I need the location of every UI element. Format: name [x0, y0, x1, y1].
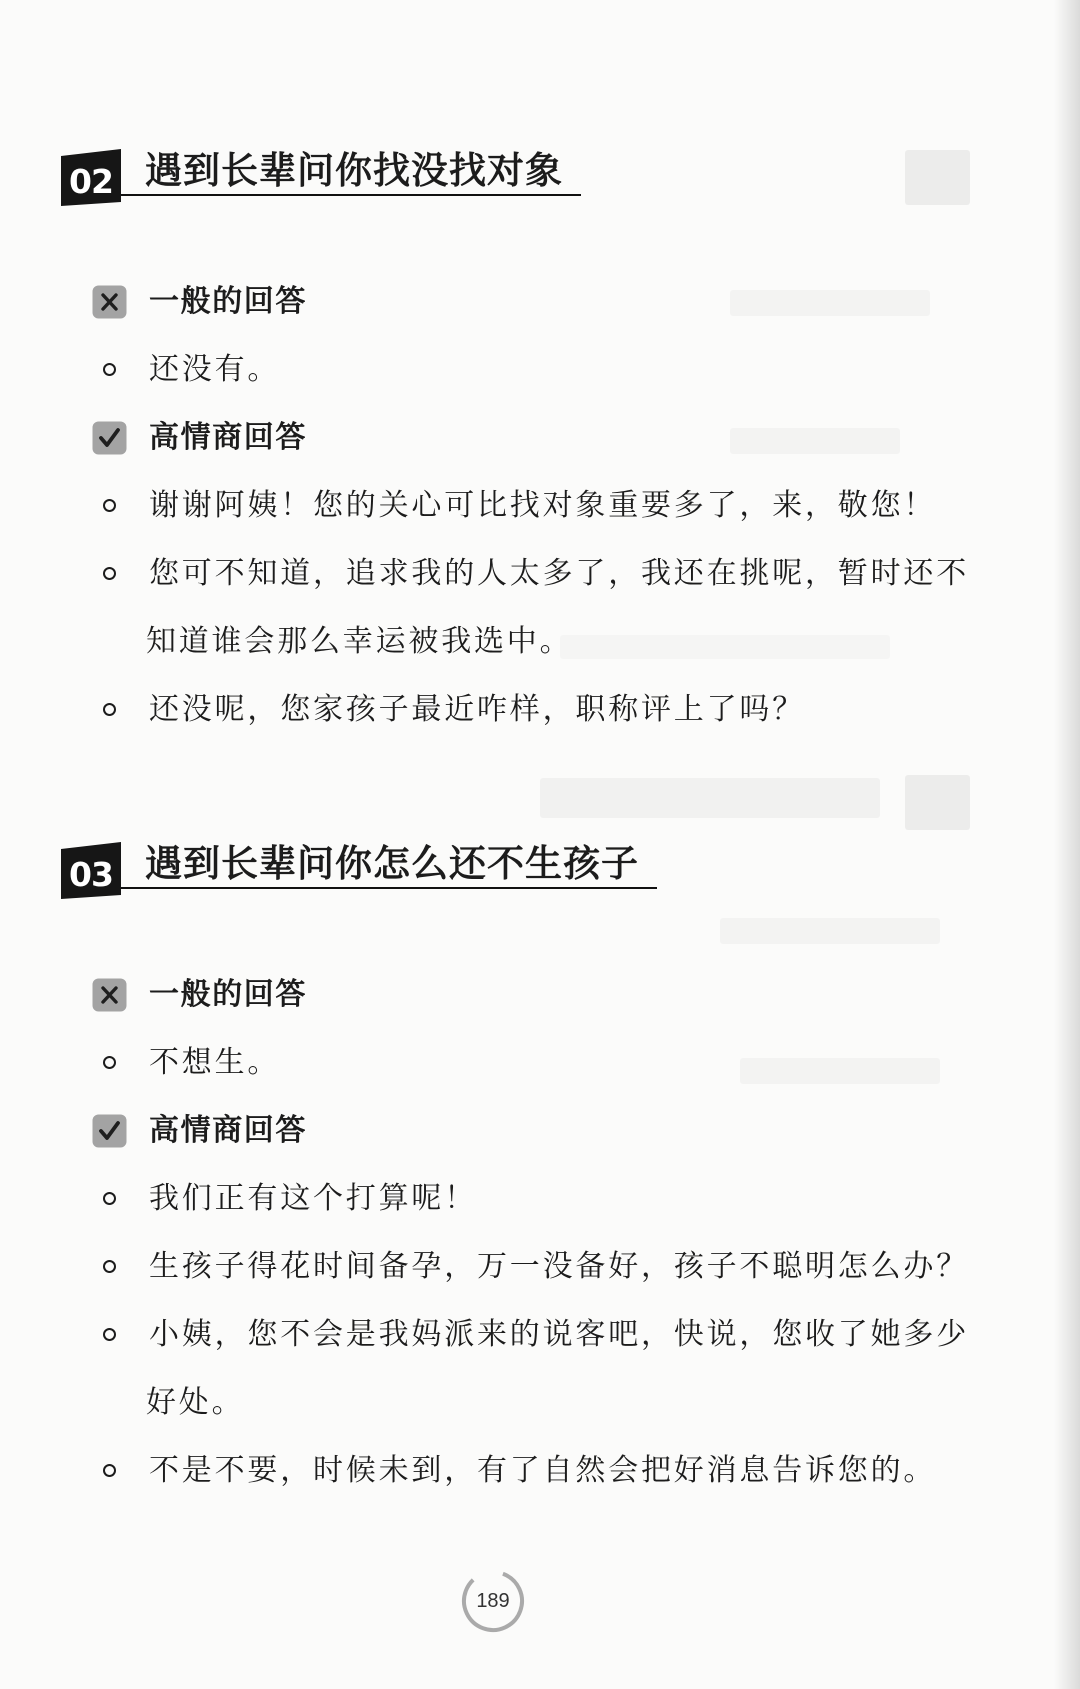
section-header	[0, 842, 1080, 899]
section-03	[0, 842, 1080, 1505]
section-number: 03	[69, 855, 113, 894]
eq-answer-heading	[0, 404, 1080, 472]
circle-bullet-icon	[103, 363, 116, 376]
normal-answer-heading	[0, 961, 1080, 1029]
eq-answer-item-continuation	[0, 608, 1080, 676]
answer-text: 我们正有这个打算呢！	[149, 1181, 477, 1216]
section-02	[0, 149, 1080, 744]
normal-answer-item	[0, 1029, 1080, 1097]
circle-bullet-icon	[103, 1260, 116, 1273]
circle-bullet-icon	[103, 1328, 116, 1341]
normal-answer-heading	[0, 268, 1080, 336]
eq-answer-item	[0, 1233, 1080, 1301]
answer-text: 您可不知道，追求我的人太多了，我还在挑呢，暂时还不	[149, 556, 969, 591]
circle-bullet-icon	[103, 703, 116, 716]
page-number-badge	[457, 1565, 529, 1637]
circle-bullet-icon	[103, 1192, 116, 1205]
eq-answer-item	[0, 472, 1080, 540]
eq-answer-heading	[0, 1097, 1080, 1165]
eq-answer-item	[0, 1165, 1080, 1233]
eq-answer-label: 高情商回答	[149, 420, 307, 455]
cross-icon	[92, 978, 127, 1012]
normal-answer-item	[0, 336, 1080, 404]
answer-text: 不是不要，时候未到，有了自然会把好消息告诉您的。	[149, 1453, 937, 1488]
eq-answer-item	[0, 540, 1080, 608]
section-number-badge	[61, 149, 121, 206]
circle-bullet-icon	[103, 1464, 116, 1477]
bleed-through-mark	[540, 778, 880, 818]
answer-text: 谢谢阿姨！您的关心可比找对象重要多了，来，敬您！	[149, 488, 937, 523]
circle-bullet-icon	[103, 1056, 116, 1069]
answer-text: 小姨，您不会是我妈派来的说客吧，快说，您收了她多少	[149, 1317, 969, 1352]
bleed-through-mark	[905, 775, 970, 830]
section-number-badge	[61, 842, 121, 899]
page-number: 189	[476, 1590, 510, 1612]
answer-list	[0, 268, 1080, 744]
answer-text-continuation: 好处。	[146, 1385, 245, 1420]
section-header	[0, 149, 1080, 206]
circle-bullet-icon	[103, 499, 116, 512]
answer-text: 不想生。	[149, 1045, 281, 1080]
answer-text: 还没有。	[149, 352, 281, 387]
eq-answer-item	[0, 1301, 1080, 1369]
circle-bullet-icon	[103, 567, 116, 580]
eq-answer-item	[0, 1437, 1080, 1505]
answer-list	[0, 961, 1080, 1505]
check-icon	[92, 421, 127, 455]
answer-text: 还没呢，您家孩子最近咋样，职称评上了吗？	[149, 692, 805, 727]
eq-answer-label: 高情商回答	[149, 1113, 307, 1148]
answer-text-continuation: 知道谁会那么幸运被我选中。	[146, 624, 573, 659]
check-icon	[92, 1114, 127, 1148]
eq-answer-item-continuation	[0, 1369, 1080, 1437]
eq-answer-item	[0, 676, 1080, 744]
answer-text: 生孩子得花时间备孕，万一没备好，孩子不聪明怎么办？	[149, 1249, 969, 1284]
cross-icon	[92, 285, 127, 319]
section-number: 02	[69, 162, 113, 201]
section-title: 遇到长辈问你怎么还不生孩子	[121, 844, 657, 889]
section-title: 遇到长辈问你找没找对象	[121, 151, 581, 196]
normal-answer-label: 一般的回答	[149, 284, 307, 319]
normal-answer-label: 一般的回答	[149, 977, 307, 1012]
